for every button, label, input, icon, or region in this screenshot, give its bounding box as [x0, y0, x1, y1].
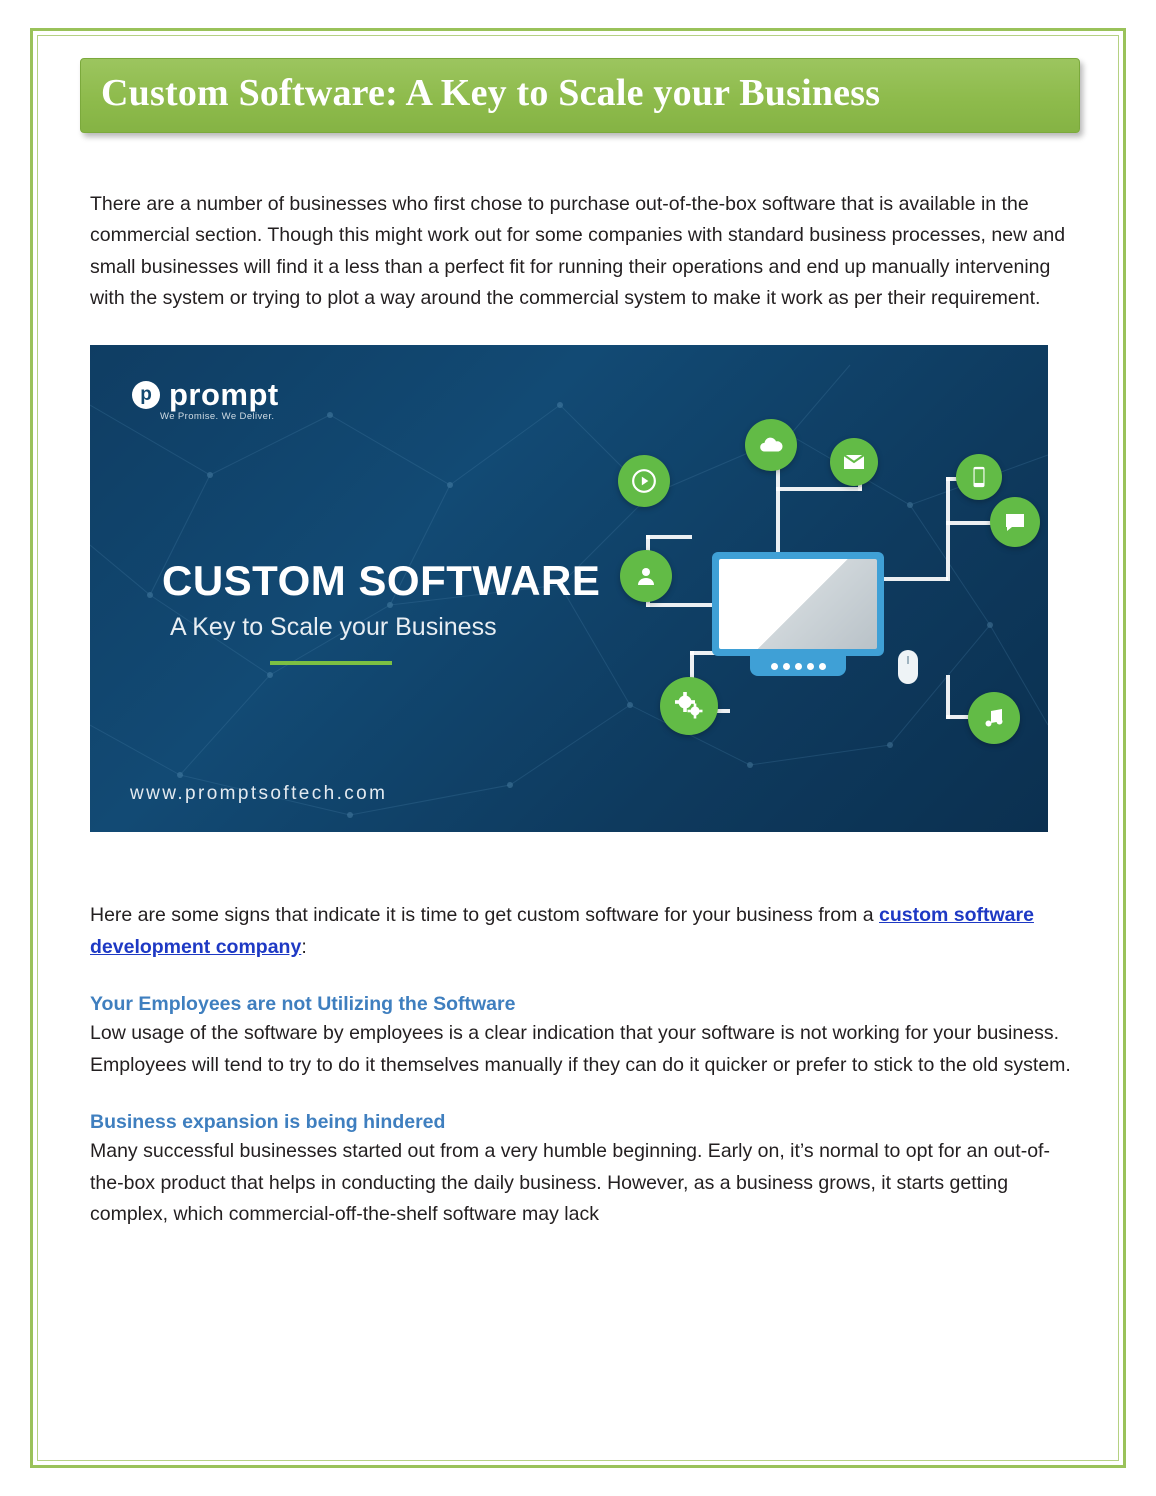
connector-top-horizontal: [776, 487, 862, 491]
mobile-icon: [956, 454, 1002, 500]
connector-top-vertical: [776, 487, 780, 555]
title-banner: [80, 58, 1080, 133]
custom-software-development-company-link[interactable]: custom software development company: [90, 904, 1034, 958]
music-icon: [968, 692, 1020, 744]
connector-right-vertical: [946, 477, 950, 581]
page-content: [68, 58, 1090, 1231]
cloud-icon: [745, 419, 797, 471]
page-title: Custom Software: A Key to Scale your Business: [101, 72, 881, 114]
user-lock-icon: [620, 550, 672, 602]
monitor-led: [783, 663, 790, 670]
monitor-led: [819, 663, 826, 670]
chat-icon: [990, 497, 1040, 547]
prompt-logo: [132, 379, 279, 410]
intro-paragraph: There are a number of businesses who first chose to purchase out-of-the-box software that is available in the commercial section. Though this might work out for some companies with standard business processes, new and small businesses will find it a less than a perfect fit for running their operations and end up manually intervening with the system or trying to plot a way around the commercial system to make it work as per their requirement.: [90, 192, 1066, 310]
gears-icon: [660, 677, 718, 735]
connector-left-mid: [646, 603, 712, 607]
hero-divider: [270, 661, 392, 665]
lead-in-prefix: Here are some signs that indicate it is time to get custom software for your business from a: [90, 904, 879, 926]
lead-in-paragraph: [90, 900, 1072, 963]
section-heading-expansion: Business expansion is being hindered: [90, 1111, 446, 1134]
connector-chat: [946, 521, 994, 525]
hero-headline: CUSTOM SOFTWARE: [162, 557, 601, 604]
mouse-graphic: [898, 650, 918, 684]
connector-play-branch: [646, 535, 692, 539]
prompt-logo-icon: p: [132, 381, 160, 409]
hero-url: www.promptsoftech.com: [130, 783, 388, 804]
section-body-expansion: Many successful businesses started out from a very humble beginning. Early on, it’s normal to opt for an out-of-the-box product that helps in conducting the daily business. However, as a business grows, it starts getting complex, which commercial-off-the-shelf software may lack: [90, 1140, 1050, 1226]
monitor-base: [750, 656, 846, 676]
hero-image: [90, 345, 1048, 832]
section-body-employees: Low usage of the software by employees is a clear indication that your software is not working for your business. Employees will tend to try to do it themselves manually if they can do it quicker or prefer to stick to the old system.: [90, 1022, 1071, 1076]
monitor-screen: [719, 559, 877, 649]
lead-in-suffix: :: [301, 935, 307, 958]
monitor-led: [771, 663, 778, 670]
monitor-led: [807, 663, 814, 670]
connector-music-vertical: [946, 675, 950, 719]
monitor-led: [795, 663, 802, 670]
connector-right-mid: [882, 577, 948, 581]
mail-icon: [830, 438, 878, 486]
play-icon: [618, 455, 670, 507]
prompt-logo-wordmark: prompt: [169, 377, 279, 412]
monitor-graphic: [712, 552, 884, 656]
hero-subheadline: A Key to Scale your Business: [170, 613, 497, 641]
section-heading-employees: Your Employees are not Utilizing the Software: [90, 993, 516, 1016]
prompt-logo-tagline: We Promise. We Deliver.: [160, 411, 275, 422]
